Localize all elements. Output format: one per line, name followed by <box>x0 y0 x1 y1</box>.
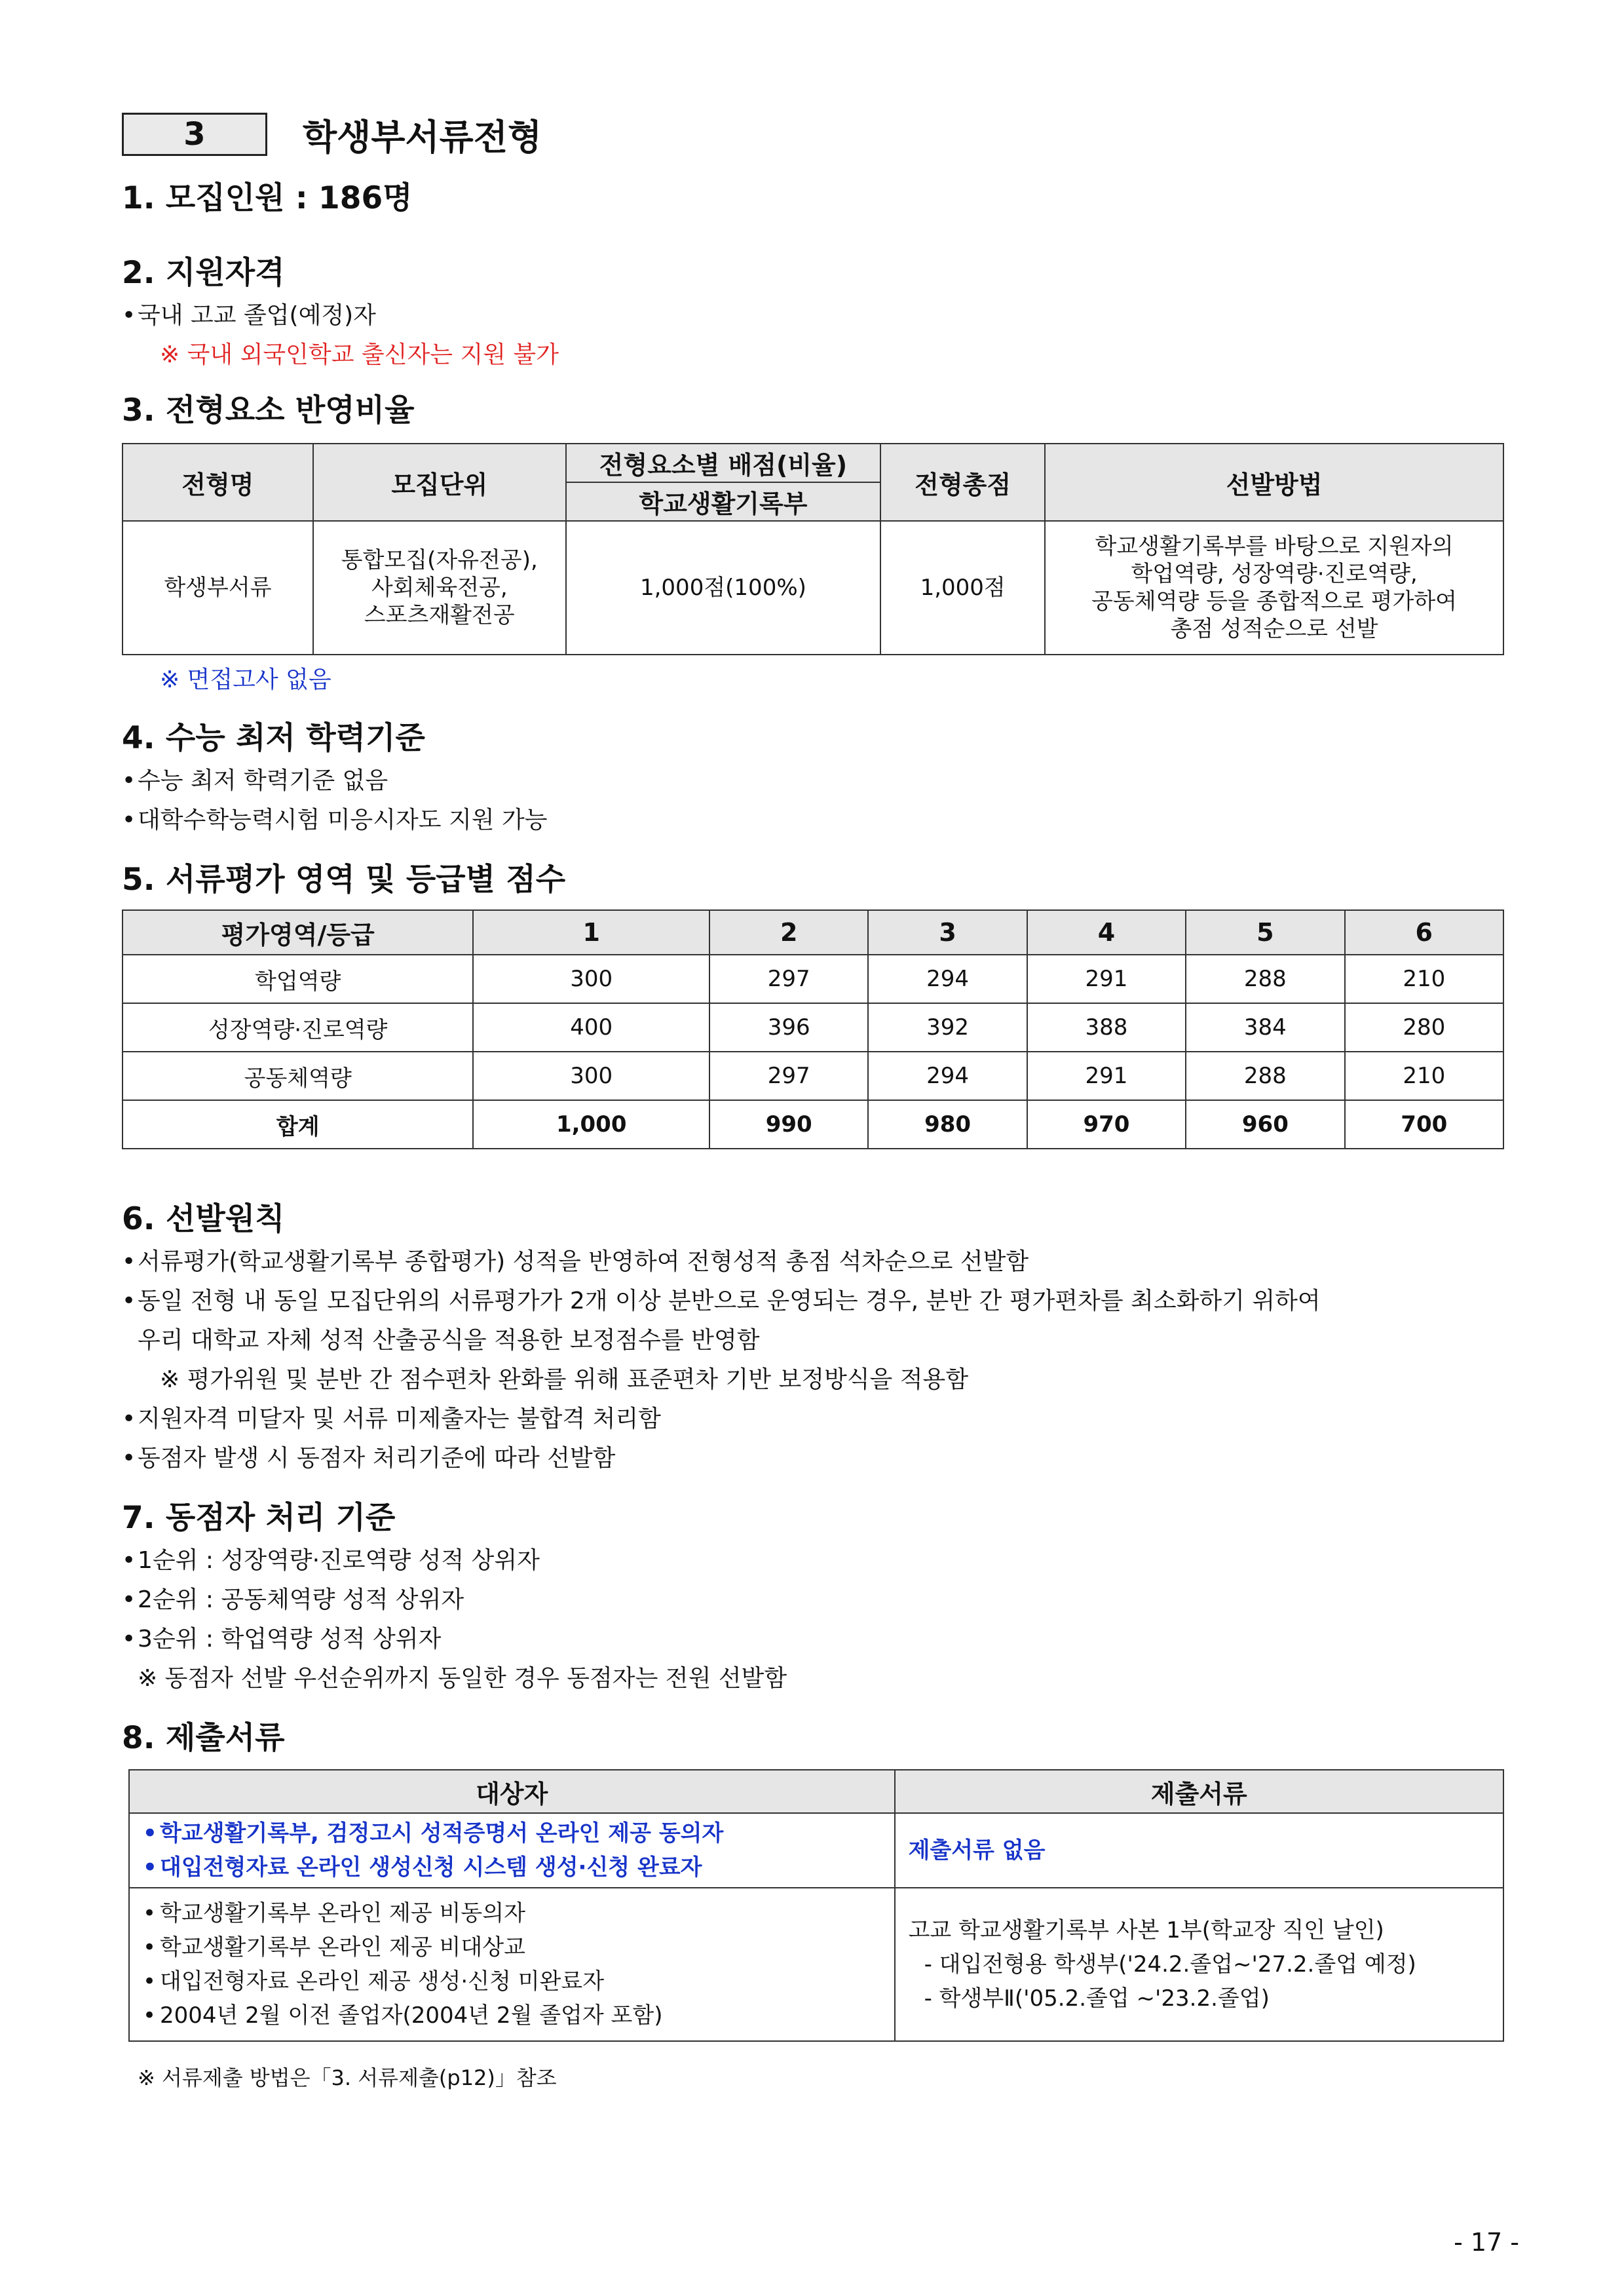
heading-eligibility: 2. 지원자격 <box>122 255 285 291</box>
score-table <box>122 909 1504 1149</box>
table-sum-row: 합계 1,000 990 980 970 960 700 <box>123 1100 1503 1149</box>
col-docs: 제출서류 <box>895 1770 1503 1813</box>
tiebreak-bullet: • 3순위 : 학업역량 성적 상위자 <box>122 1620 1504 1659</box>
table-header-row: 평가영역/등급 1 2 3 4 5 6 <box>123 910 1503 955</box>
principle-bullet: • 동점자 발생 시 동점자 처리기준에 따라 선발함 <box>122 1439 1504 1478</box>
ratio-table <box>122 443 1504 655</box>
section-title: 학생부서류전형 <box>303 116 542 158</box>
cell-unit: 통합모집(자유전공), 사회체육전공, 스포츠재활전공 <box>313 521 566 655</box>
col-method: 선발방법 <box>1045 444 1503 521</box>
col-name: 전형명 <box>123 444 313 521</box>
table-row: 공동체역량 300 297 294 291 288 210 <box>123 1052 1503 1100</box>
heading-ratio: 3. 전형요소 반영비율 <box>122 392 415 429</box>
cell-score: 1,000점(100%) <box>566 521 881 655</box>
table-row <box>129 1813 1503 1888</box>
interview-note: ※ 면접고사 없음 <box>160 666 331 693</box>
col-target: 대상자 <box>129 1770 895 1813</box>
documents-table <box>128 1769 1504 2042</box>
table-row: 성장역량·진로역량 400 396 392 388 384 280 <box>123 1003 1503 1052</box>
cell-method: 학교생활기록부를 바탕으로 지원자의 학업역량, 성장역량·진로역량, 공동체역량 등을 종합적으로 평가하여 총점 성적순으로 선발 <box>1045 521 1503 655</box>
eligibility-bullet: • 국내 고교 졸업(예정)자 <box>122 296 1504 335</box>
document-page <box>122 111 1504 2092</box>
principle-continuation: 우리 대학교 자체 성적 산출공식을 적용한 보정점수를 반영함 <box>138 1327 760 1354</box>
col-score-group: 전형요소별 배점(비율) <box>566 444 881 482</box>
page-number: - 17 - <box>1454 2228 1519 2257</box>
section-header <box>122 111 1504 157</box>
table-row: 학업역량 300 297 294 291 288 210 <box>123 955 1503 1003</box>
cell-name: 학생부서류 <box>123 521 313 655</box>
cell-docs: 고교 학교생활기록부 사본 1부(학교장 직인 날인) - 대입전형용 학생부('24.2.졸업~'27.2.졸업 예정) - 학생부Ⅱ('05.2.졸업 ~'23.2.졸업) <box>895 1888 1503 2041</box>
cell-total: 1,000점 <box>880 521 1045 655</box>
csat-bullet: • 대학수학능력시험 미응시자도 지원 가능 <box>122 801 1504 840</box>
table-row <box>129 1888 1503 2041</box>
cell-targets: • 학교생활기록부 온라인 제공 비동의자 • 학교생활기록부 온라인 제공 비대상교 • 대입전형자료 온라인 제공 생성·신청 미완료자 • 2004년 2월 이전 졸업자(2004년 2월 졸업자 포함) <box>129 1888 895 2041</box>
footnote: ※ 서류제출 방법은「3. 서류제출(p12)」참조 <box>138 2065 557 2090</box>
principle-bullet: • 서류평가(학교생활기록부 종합평가) 성적을 반영하여 전형성적 총점 석차순으로 선발함 <box>122 1242 1504 1282</box>
principle-note: ※ 평가위원 및 분반 간 점수편차 완화를 위해 표준편차 기반 보정방식을 적용함 <box>160 1366 969 1393</box>
heading-documents: 8. 제출서류 <box>122 1720 285 1756</box>
col-total: 전형총점 <box>880 444 1045 521</box>
section-number: 3 <box>122 113 267 156</box>
col-unit: 모집단위 <box>313 444 566 521</box>
heading-evaluation: 5. 서류평가 영역 및 등급별 점수 <box>122 862 566 898</box>
cell-docs: 제출서류 없음 <box>895 1813 1503 1888</box>
csat-bullet: • 수능 최저 학력기준 없음 <box>122 761 1504 801</box>
principle-bullet: • 지원자격 미달자 및 서류 미제출자는 불합격 처리함 <box>122 1400 1504 1439</box>
col-score-record: 학교생활기록부 <box>566 482 881 521</box>
heading-tiebreak: 7. 동점자 처리 기준 <box>122 1500 396 1536</box>
principle-bullet: • 동일 전형 내 동일 모집단위의 서류평가가 2개 이상 분반으로 운영되는 경우, 분반 간 평가편차를 최소화하기 위하여 <box>122 1282 1504 1321</box>
tiebreak-note: ※ 동점자 선발 우선순위까지 동일한 경우 동점자는 전원 선발함 <box>138 1665 787 1692</box>
table-row <box>123 521 1503 655</box>
heading-quota: 1. 모집인원 : 186명 <box>122 180 413 216</box>
tiebreak-bullet: • 1순위 : 성장역량·진로역량 성적 상위자 <box>122 1541 1504 1580</box>
table-header-row <box>129 1770 1503 1813</box>
tiebreak-bullet: • 2순위 : 공동체역량 성적 상위자 <box>122 1580 1504 1620</box>
eligibility-note: ※ 국내 외국인학교 출신자는 지원 불가 <box>160 341 559 368</box>
heading-csat: 4. 수능 최저 학력기준 <box>122 720 425 756</box>
heading-principles: 6. 선발원칙 <box>122 1201 285 1237</box>
cell-targets: • 학교생활기록부, 검정고시 성적증명서 온라인 제공 동의자 • 대입전형자료 온라인 생성신청 시스템 생성·신청 완료자 <box>129 1813 895 1888</box>
